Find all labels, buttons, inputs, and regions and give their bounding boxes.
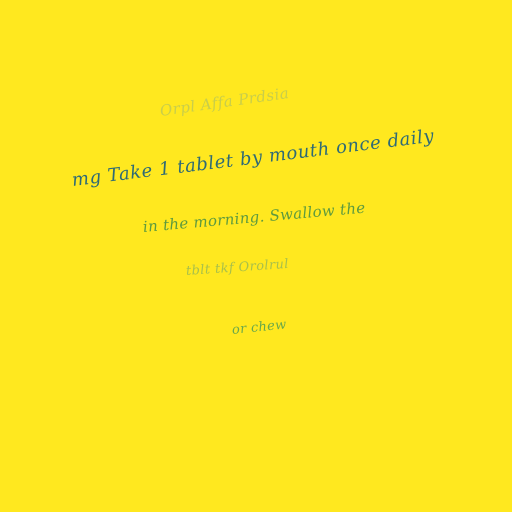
label-line-1: Orpl Affa Prdsia (158, 83, 291, 120)
timing-instruction-line: in the morning. Swallow the (142, 198, 367, 236)
label-line-4: tblt tkf Orolrul (185, 256, 290, 279)
dosage-instruction-line: mg Take 1 tablet by mouth once daily (70, 125, 436, 191)
label-line-5: or chew (231, 317, 288, 338)
